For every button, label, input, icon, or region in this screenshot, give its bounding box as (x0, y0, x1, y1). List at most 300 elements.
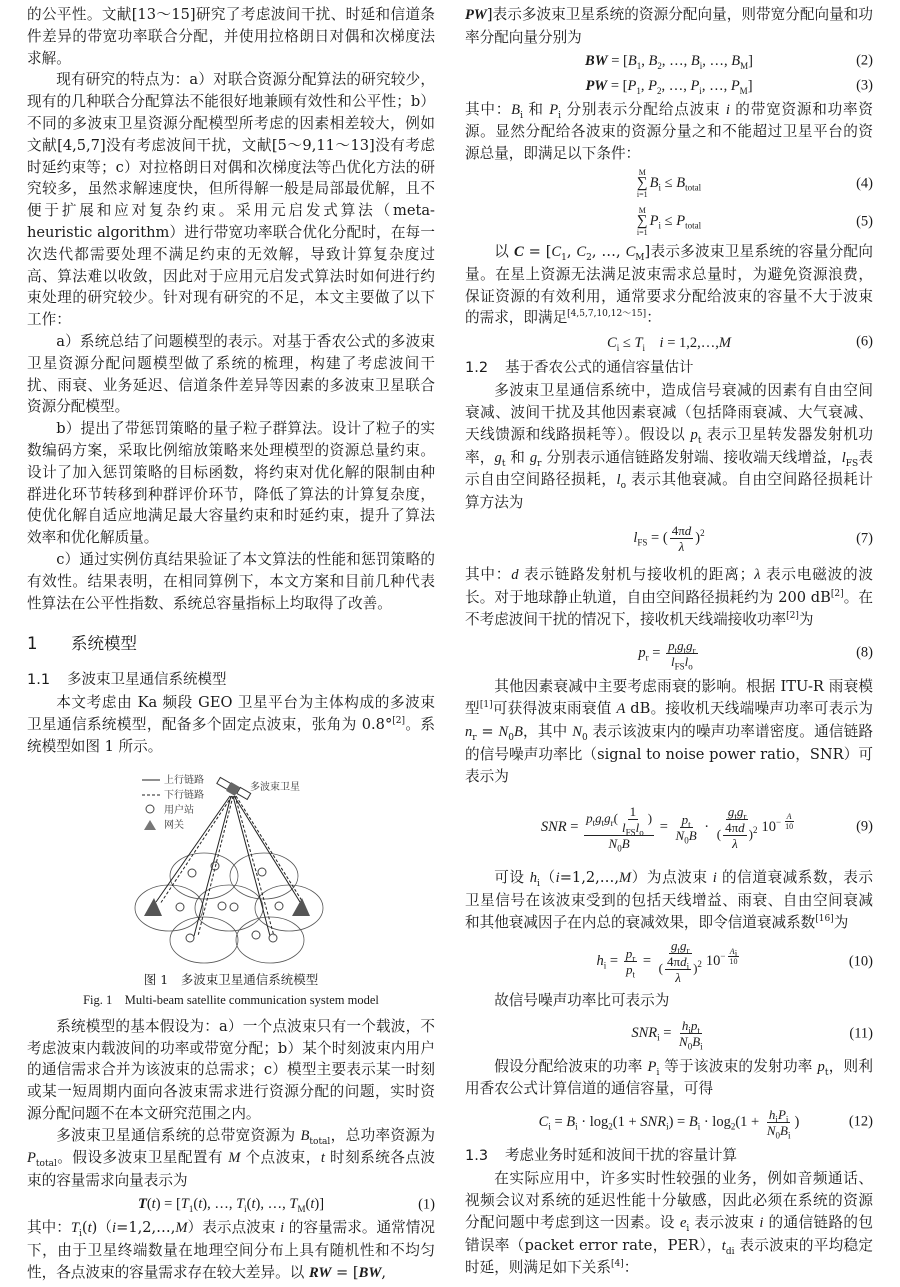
math-variable: t (151, 1196, 156, 1213)
math-variable: h (529, 870, 538, 887)
numerator: 4πd (671, 523, 692, 539)
denominator (765, 1122, 793, 1141)
numerator (728, 947, 739, 957)
subscript: FS (637, 538, 648, 549)
summation (637, 206, 648, 237)
math-variable: SNR (631, 1024, 658, 1041)
numerator (666, 638, 698, 654)
satellite-label: 多波束卫星 (250, 781, 300, 793)
subscript: r (632, 953, 636, 964)
numerator (767, 1107, 790, 1123)
subscript: 2 (608, 1121, 613, 1132)
subscript: M (635, 252, 645, 263)
math-variable: g (494, 449, 502, 466)
subscript: 1 (636, 60, 642, 71)
equation-number: (5) (856, 213, 873, 230)
math-variable: t (87, 1220, 92, 1237)
equation-number: (1) (418, 1196, 435, 1213)
math-variable: B (649, 175, 659, 192)
equation-number: (2) (856, 52, 873, 69)
subscript: 1 (561, 252, 567, 263)
fraction (674, 811, 699, 846)
subsection-title: 考虑业务时延和波间干扰的容量计算 (505, 1148, 737, 1165)
subscript: FS (845, 458, 859, 469)
citation: [2] (786, 610, 799, 621)
math-variable: B (692, 1034, 701, 1050)
denominator: 10 (785, 822, 794, 832)
right-column (465, 4, 873, 1279)
subsection-heading (465, 356, 873, 380)
math-variable: SNR (640, 1113, 667, 1130)
equation-2 (465, 49, 873, 74)
math-variable: T (236, 1196, 245, 1213)
subscript: i (699, 85, 702, 96)
subscript: t (592, 817, 596, 828)
numerator: $p_tg_tg_r$( $\frac{1}{l_{FS}l_o}$ ) (586, 803, 653, 838)
equation-body: M ∑ i=1 $B_i \le B_{total}$ (636, 168, 702, 200)
math-variable: l (670, 653, 675, 669)
math-vector: T (137, 1196, 147, 1213)
equation-body: $C_i \le T_i$ i = 1,2,…,M (607, 335, 731, 354)
equation-12 (465, 1100, 873, 1144)
fraction (723, 820, 747, 851)
math-variable: t (251, 1196, 256, 1213)
subscript: i (697, 1121, 701, 1132)
equation-number: (7) (856, 530, 873, 547)
math-variable: C (538, 1113, 549, 1130)
math-variable: P (549, 101, 559, 118)
math-variable: B (688, 827, 697, 843)
subscript: t (683, 645, 687, 656)
numerator (726, 804, 749, 820)
subscript: i (785, 1114, 789, 1125)
exponent: 2 (697, 959, 702, 970)
paragraph: 其中：$T_i(t)(i=1,2,\dots,M)$表示点波束 i 的容量需求。通常情况下，由于卫星终端数量在地理空间分布上具有随机性和不均匀性，各点波束的容量需求存在较大差异。以 RW = [BW, (27, 1219, 436, 1281)
math-variable: i (112, 1220, 117, 1237)
math-vector: C (513, 243, 524, 260)
math-variable: C (607, 335, 617, 352)
subscript: r (692, 645, 696, 656)
subsection-heading (27, 668, 435, 692)
subsection-title: 基于香农公式的通信容量估计 (505, 360, 694, 377)
subscript: t (501, 458, 506, 469)
math-vector: PW (465, 7, 487, 23)
subscript: 0 (581, 732, 588, 743)
equation-number: (12) (848, 1113, 873, 1130)
equation-3 (465, 74, 873, 99)
equation-body: BW = [$B_1$, $B_2$, …, $B_i$, …, $B_M$] (585, 52, 753, 71)
math-variable: g (686, 637, 693, 653)
subscript: i (244, 1203, 247, 1214)
math-variable: p (625, 946, 633, 962)
paragraph: 假设分配给波束的功率 $P_i$ 等于该波束的发射功率 $p_t$，则利用香农公式计算信道的通信容量，可得 (465, 1057, 873, 1098)
fraction (584, 803, 654, 854)
math-variable: h (681, 1018, 689, 1034)
math-variable: p (690, 1018, 698, 1034)
subscript: i (616, 343, 620, 354)
math-variable: g (736, 803, 744, 819)
fraction (783, 812, 795, 831)
subscript: t (697, 435, 702, 446)
math-variable: C (576, 243, 587, 260)
fraction (657, 938, 704, 985)
subscript: i (642, 343, 646, 354)
sum-lower: i=1 (636, 190, 648, 200)
denominator (674, 827, 699, 846)
math-variable: B (511, 101, 521, 118)
math-variable: d (680, 954, 687, 970)
math-variable: e (679, 1214, 687, 1231)
subscript: total (309, 1136, 331, 1147)
subscript: i (734, 948, 738, 959)
math-variable: B (648, 52, 658, 69)
subscript: 0 (684, 835, 689, 846)
math-variable: λ (732, 835, 738, 851)
math-variable: g (680, 938, 687, 954)
math-variable: p (668, 637, 675, 653)
equation-number: (8) (856, 644, 873, 661)
subscript: t (688, 819, 691, 830)
gateway-icon (144, 820, 156, 830)
math-variable: B (566, 1113, 576, 1130)
subscript: 2 (657, 60, 662, 71)
math-variable: l (633, 530, 638, 547)
sum-lower: i=1 (636, 228, 648, 238)
legend-downlink: 下行链路 (164, 789, 204, 801)
equation-1 (27, 1192, 435, 1217)
math-variable: N (675, 827, 685, 843)
user-stations (176, 862, 283, 942)
satellite-icon (217, 777, 251, 799)
math-variable: P (647, 1058, 657, 1075)
math-variable: A (729, 946, 735, 956)
figure-caption-cn: 图 1 多波束卫星通信系统模型 (143, 971, 319, 987)
math-variable: p (625, 962, 633, 978)
subscript: o (688, 661, 693, 672)
math-variable: p (638, 644, 646, 661)
paragraph: 其他因素衰减中主要考虑雨衰的影响。根据 ITU-R 雨衰模型[1]可获得波束雨衰值 A dB。接收机天线端噪声功率可表示为 $n_r = N_0B$，其中 $N_0$ 表示该波束内的噪声功率谱密度。通信链路的信号噪声功率比（signal to noise power ratio，SNR）可表示为 (465, 678, 873, 785)
denominator (677, 1034, 705, 1052)
subscript: t (677, 945, 681, 956)
math-variable: p (690, 426, 698, 443)
gateways (144, 898, 310, 916)
subscript: o (639, 827, 644, 838)
math-variable: l (621, 819, 626, 835)
paragraph: 多波束卫星通信系统的总带宽资源为 $B_{total}$，总功率资源为 $P_{total}$。假设多波束卫星配置有 M 个点波束，t 时刻系统各点波束的容量需求向量表示为 (27, 1126, 436, 1190)
math-variable: i (659, 335, 664, 352)
fraction (624, 946, 638, 980)
subscript: o (620, 481, 626, 492)
numerator (680, 1018, 702, 1034)
equation-number: (3) (856, 77, 873, 94)
math-variable: P (27, 1150, 36, 1167)
exponent: 2 (753, 824, 758, 835)
math-variable: l (635, 819, 640, 835)
math-variable: l (616, 472, 621, 489)
math-variable: n (465, 723, 473, 740)
math-variable: i (712, 870, 717, 887)
legend-gateway: 网关 (164, 819, 184, 831)
numerator (785, 812, 794, 822)
math-variable: A (616, 701, 626, 718)
citation: [16] (815, 914, 834, 925)
math-variable: P (730, 77, 740, 94)
math-variable: i (759, 1214, 764, 1231)
math-variable: t (198, 1196, 203, 1213)
subscript: i (688, 1025, 691, 1036)
section-heading (27, 632, 435, 656)
subscript: 1 (188, 1203, 194, 1214)
legend (142, 773, 204, 831)
subscript: i (656, 1067, 660, 1078)
math-variable: h (768, 1106, 776, 1122)
math-variable: P (627, 77, 637, 94)
beam-coverage-cells (135, 853, 323, 963)
fraction (620, 803, 646, 838)
subscript: r (686, 945, 690, 956)
math-vector: PW (585, 77, 608, 94)
subscript: i (666, 1121, 669, 1132)
math-variable: B (690, 52, 700, 69)
math-variable: A (786, 812, 792, 822)
subscript: 2 (730, 1121, 736, 1132)
subscript: r (645, 652, 649, 663)
subscript: total (685, 183, 702, 194)
equation-11 (465, 1012, 873, 1056)
paragraph: 系统模型的基本假设为：a）一个点波束只有一个载波，不考虑波束内载波间的功率或带宽分配；b）某个时刻波束内用户的通信需求合并为该波束的总需求；c）模型主要表示某一时刻或某一短周期内面向各波束需求进行资源分配的问题，实时资源分配问题不在本文研究范围之内。 (27, 1017, 435, 1122)
math-variable: M (228, 1150, 241, 1167)
equation-body: $SNR_i$ = $\frac{h_ip_t}{N_0B_i}$ (631, 1018, 703, 1052)
math-variable: g (727, 803, 735, 819)
subsection-heading (465, 1144, 873, 1168)
subscript: 0 (508, 732, 514, 743)
paragraph: 以 $C = [C_1$, $C_2$, …, $C_M$]表示多波束卫星系统的容量分配向量。在星上资源无法满足波束需求总量时，为避免资源浪费，保证资源的有效利用，通常要求分配给波束的容量不大于波束的需求，即满足[4,5,7,10,12～15]： (465, 242, 874, 327)
subscript: i (657, 1032, 660, 1043)
math-variable: h (596, 953, 604, 970)
subscript: i (548, 1121, 551, 1132)
citation: [1] (479, 700, 493, 711)
paragraph: 故信号噪声功率比可表示为 (494, 991, 670, 1009)
math-variable: M (619, 870, 632, 887)
math-variable: B (300, 1127, 310, 1144)
subscript: i (520, 110, 523, 121)
math-variable: N (608, 835, 618, 851)
citation: [4] (610, 1259, 624, 1270)
equation-number: (4) (856, 175, 873, 192)
equation-body: $T(t) = [T_1(t)$, …, $T_i(t)$, …, $T_M(t)$] (137, 1196, 325, 1214)
numerator: 1 (629, 803, 637, 819)
math-vector: BW (585, 52, 608, 69)
subscript: i (686, 961, 690, 972)
subscript: t (674, 645, 678, 656)
math-variable: i (280, 1220, 285, 1237)
denominator (620, 819, 646, 838)
denominator: ( $\frac{4\pi d_i}{\lambda}$ )2 (658, 954, 702, 986)
equation-body: $h_i$ = $\frac{p_r}{p_t}$ = $g_tg_r$ ( $\frac{4\pi d_i}{\lambda}$ )2 10− $\frac{A_i}{10}$ (597, 938, 742, 985)
paragraph: PW]表示多波束卫星系统的资源分配向量，则带宽分配向量和功率分配向量分别为 (465, 6, 873, 46)
paragraph: 本文考虑由 Ka 频段 GEO 卫星平台为主体构成的多波束卫星通信系统模型，配备多个固定点波束，张角为 0.8°[2]。系统模型如图 1 所示。 (27, 694, 435, 755)
denominator (673, 970, 683, 985)
math-variable: B (621, 835, 630, 851)
subscript: di (725, 1246, 735, 1257)
subscript: M (297, 1203, 306, 1214)
subscript: i (700, 1041, 703, 1052)
subscript: r (743, 811, 747, 822)
numerator: $4\pi d_i$ (666, 954, 690, 972)
subscript: t (632, 969, 635, 980)
denominator (669, 653, 695, 672)
system-model-diagram (132, 768, 330, 964)
math-variable: B (513, 723, 523, 740)
math-variable: t (721, 1237, 726, 1254)
math-variable: B (627, 52, 637, 69)
subscript: i (699, 60, 703, 71)
math-variable: i (725, 101, 730, 118)
equation-body: $C_i = B_i \cdot \log_2(1 + SNR_i) = B_i \cdot \log_2(1$ + $\frac{h_iP_i}{N_0B_i}$ ) (538, 1106, 800, 1141)
subscript: i (79, 1228, 82, 1239)
user-station-icon (146, 805, 154, 813)
equation-10 (465, 934, 873, 990)
math-vector: BW (358, 1264, 382, 1281)
math-variable: d (511, 566, 519, 583)
subscript: FS (625, 827, 636, 838)
subscript: 1 (636, 85, 641, 96)
equation-body: SNR = $p_tg_tg_r$( $\frac{1}{l_{FS}l_o}$ ) $N_0B$ = $\frac{p_t}{N_0B}$ · $g_tg_r$ ( $\frac{4\pi d}{\lambda}$ )2 10− $\frac{A}{10}$ (541, 804, 797, 851)
subscript: M (739, 85, 748, 96)
paragraph: 的公平性。文献[13～15]研究了考虑波间干扰、时延和信道条件差异的带宽功率联合分配，并使用拉格朗日对偶和次梯度法求解。 (27, 6, 435, 67)
math-variable: p (586, 810, 593, 826)
math-variable: M (175, 1220, 188, 1237)
numerator (669, 938, 692, 954)
equation-body: $l_{FS}$ = ( $\frac{4\pi d}{\lambda}$ )2 (633, 523, 705, 555)
sigma-symbol: ∑ (636, 213, 648, 230)
math-variable: t (310, 1196, 315, 1213)
math-variable: T (634, 335, 643, 352)
subsection-number: 1.1 (27, 672, 51, 689)
fraction (665, 954, 691, 985)
math-variable: P (676, 213, 686, 230)
math-variable: N (766, 1122, 776, 1138)
sigma-symbol: ∑ (636, 175, 648, 192)
math-variable: i (555, 870, 560, 887)
subscript: t (601, 817, 605, 828)
subscript: i (603, 960, 607, 971)
math-variable: T (70, 1220, 80, 1237)
citation: [2] (830, 588, 844, 599)
math-variable: B (780, 1122, 788, 1138)
paragraph: 现有研究的特点为：a）对联合资源分配算法的研究较少，现有的几种联合分配算法不能很好地兼顾有效性和公平性；b）不同的多波束卫星资源分配模型所考虑的因素相差较大，例如文献[4,5,7]没有考虑波间干扰，文献[5～9,11～13]没有考虑时延约束等；c）对拉格朗日对偶和次梯度法等凸优化方法的研究较多，虽然求解速度快，但所得解一般是局部最优解，且不便于扩展和应对复杂约束。采用元启发式算法（meta-heuristic algorithm）进行带宽功率联合优化分配时，在每一次迭代都需要处理不满足约束的无效解，导致计算复杂度过高、算法难以收敛，因此对于应用元启发式算法时如何进行约束处理的研究较少。针对现有研究的不足，本文主要做了以下工作： (27, 71, 435, 329)
subscript: i (575, 1121, 578, 1132)
subscript: i (537, 879, 540, 890)
subscript: 0 (775, 1130, 781, 1141)
exponent: − $\frac{A_i}{10}$ (720, 946, 738, 966)
denominator (607, 835, 632, 854)
numerator (680, 812, 693, 828)
subsection-number: 1.2 (465, 360, 489, 377)
math-variable: p (817, 1058, 825, 1075)
math-variable: l (684, 653, 689, 669)
math-variable: λ (678, 539, 685, 555)
math-variable: g (595, 810, 602, 826)
subscript: i (558, 110, 562, 121)
equation-8 (465, 630, 873, 676)
math-variable: P (648, 77, 657, 94)
math-variable: C (625, 243, 636, 260)
math-variable: N (679, 1034, 688, 1050)
paragraph: 其中：$B_i$ 和 $P_i$ 分别表示分配给点波束 i 的带宽资源和功率资源。显然分配给各波束的资源分量之和不能超过卫星平台的资源总量，即满足以下条件： (465, 100, 874, 163)
subscript: 2 (586, 252, 592, 263)
math-variable: SNR (540, 818, 567, 835)
equation-number: (10) (848, 953, 873, 970)
math-variable: l (841, 449, 846, 466)
paragraph: c）通过实例仿真结果验证了本文算法的性能和惩罚策略的有效性。结果表明，在相同算例下，本文方案和目前几种代表性算法在公平性指数、系统总容量指标上均取得了改善。 (27, 550, 435, 612)
math-variable: g (677, 637, 684, 653)
paragraph: 其中：d 表示链路发射机与接收机的距离；λ 表示电磁波的波长。对于地球静止轨道，自由空间路径损耗约为 200 dB[2]。在不考虑波间干扰的情况下，接收机天线端接收功率[2]为 (465, 565, 873, 628)
subscript: 0 (687, 1041, 693, 1052)
subscript: i (658, 221, 662, 232)
sum-upper: M (638, 168, 646, 178)
subscript: total (685, 221, 702, 232)
fraction (677, 1018, 705, 1052)
subscript: 0 (617, 843, 622, 854)
equation-9 (465, 787, 873, 867)
math-variable: P (649, 213, 659, 230)
equation-body: $p_r$ = $\frac{p_tg_tg_r}{l_{FS}l_o}$ (638, 637, 696, 672)
citation: [4,5,7,10,12～15] (567, 309, 647, 320)
section-number: 1 (27, 634, 38, 654)
math-vector: RW (308, 1264, 332, 1281)
equation-4 (465, 165, 873, 203)
equation-number: (9) (856, 818, 873, 835)
paragraph: a）系统总结了问题模型的表示。对基于香农公式的多波束卫星资源分配问题模型做了系统的梳理，构建了考虑波间干扰、雨衰、业务延迟、信道条件差异等因素的多波束卫星联合资源分配模型。 (27, 332, 435, 416)
figure-1 (27, 768, 435, 964)
equation-5 (465, 203, 873, 241)
math-variable: P (777, 1106, 786, 1122)
subscript: M (740, 60, 749, 71)
fraction (765, 1106, 793, 1141)
subscript: FS (674, 661, 685, 672)
math-variable: g (529, 449, 538, 466)
subsection-number: 1.3 (465, 1148, 489, 1165)
subscript: r (610, 817, 614, 828)
subscript: t (734, 811, 737, 822)
summation (637, 168, 648, 199)
subscript: total (35, 1159, 57, 1170)
math-variable: B (688, 1113, 698, 1130)
legend-uplink: 上行链路 (164, 774, 204, 786)
math-variable: t (320, 1150, 325, 1167)
denominator (730, 836, 740, 851)
math-variable: M (718, 335, 731, 352)
subscript: t (824, 1067, 829, 1078)
subscript: t (697, 1025, 700, 1036)
subsection-title: 多波束卫星通信系统模型 (67, 672, 227, 689)
numerator (624, 946, 638, 962)
math-variable: d (684, 523, 692, 539)
paragraph: 多波束卫星通信系统中，造成信号衰减的因素有自由空间衰减、波间干扰及其他因素衰减（包括降雨衰减、大气衰减、天线馈源和线路损耗等）。假设以 $p_t$ 表示卫星转发器发射机功率，$g_t$ 和 $g_r$ 分别表示通信链路发射端、接收端天线增益，$l_{FS}$表示自由空间路径损耗，$l_o$ 表示其他衰减。自由空间路径损耗计算方法为 (465, 382, 874, 512)
math-variable: N (572, 723, 582, 740)
left-column (27, 4, 435, 1284)
fraction (728, 947, 740, 966)
math-variable: B (731, 52, 741, 69)
paragraph: b）提出了带惩罚策略的量子粒子群算法。设计了粒子的实数编码方案，采取比例缩放策略来处理模型的资源总量约束。设计了加入惩罚策略的目标函数，将约束对优化解的限制由种群进化环节转移到种群评价环节，降低了算法的计算复杂度，使优化解自适应地满足最大容量约束和时延约束，提升了算法效率和优化解质量。 (27, 420, 435, 547)
denominator: 10 (729, 956, 738, 966)
equation-body: M ∑ i=1 $P_i \le P_{total}$ (636, 206, 702, 238)
subscript: 2 (656, 85, 662, 96)
exponent: 2 (700, 528, 705, 539)
math-variable: p (681, 811, 689, 827)
equation-number: (11) (849, 1025, 873, 1042)
